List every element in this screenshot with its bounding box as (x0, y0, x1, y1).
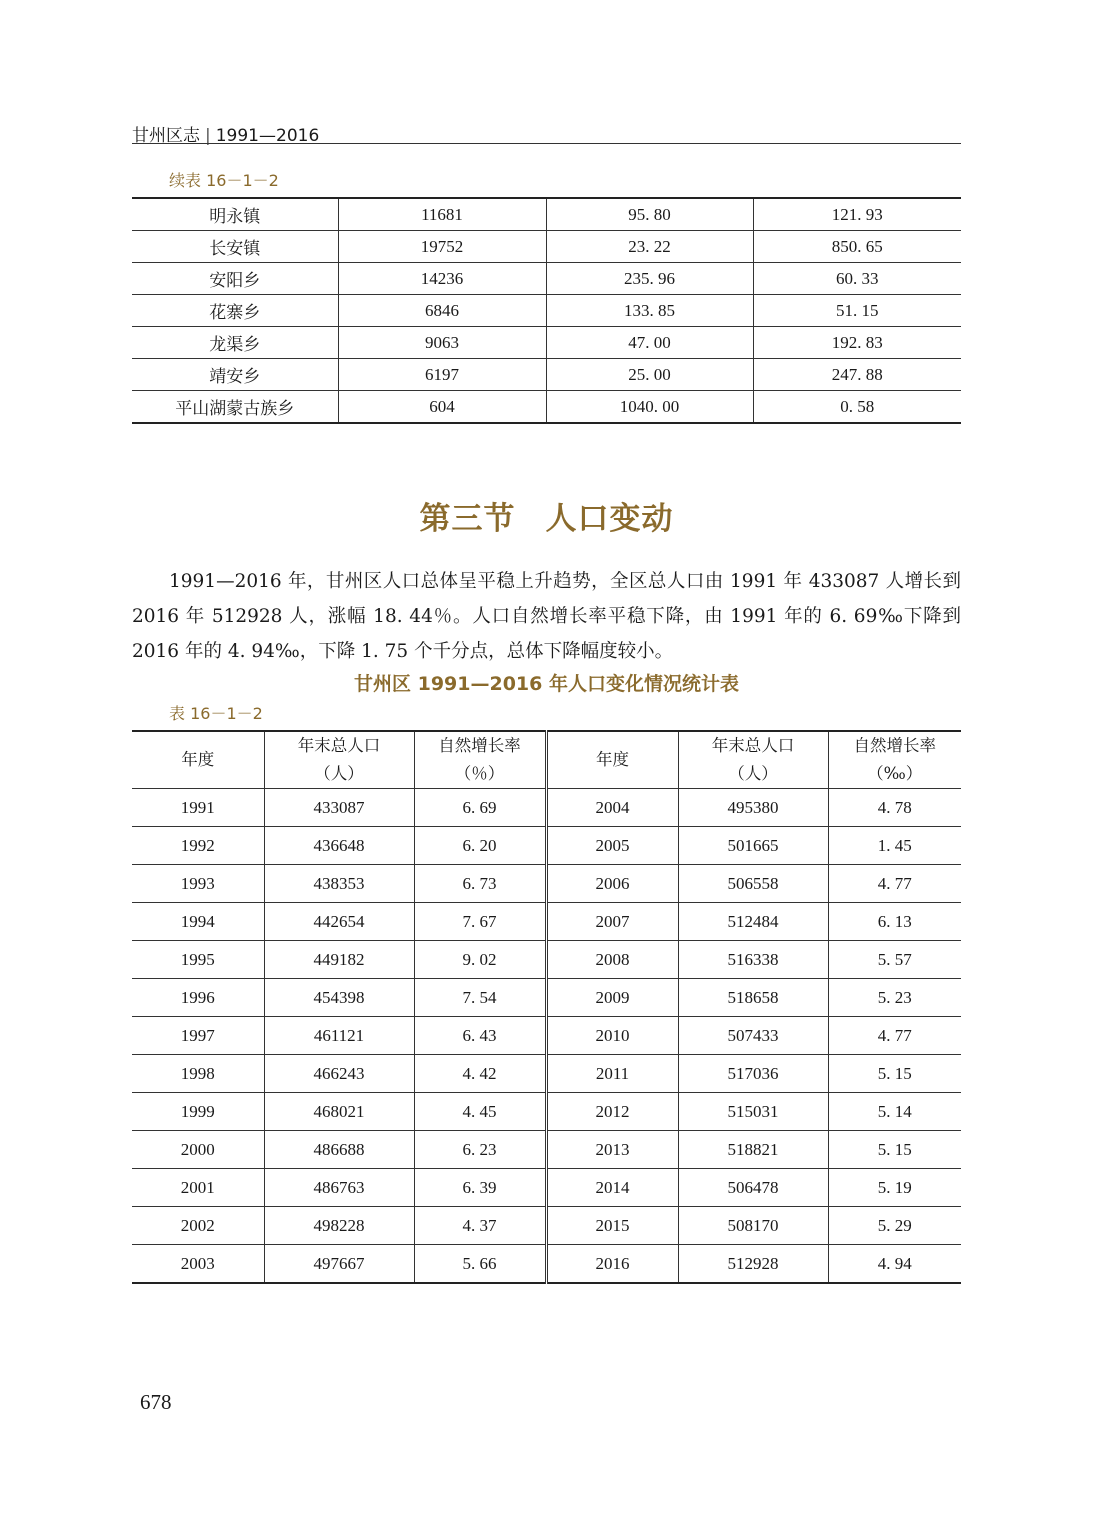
header-rate-label: 自然增长率 (438, 736, 521, 755)
table1-caption: 续表 16－1－2 (169, 171, 279, 190)
table-cell: 508170 (678, 1207, 828, 1245)
section-heading (0, 493, 1093, 538)
table-cell: 506558 (678, 865, 828, 903)
population-table-body (132, 789, 961, 1284)
table-cell: 438353 (264, 865, 414, 903)
table-cell: 2013 (546, 1131, 678, 1169)
header-pop-label: 年末总人口 (711, 736, 795, 755)
table-cell: 192. 83 (753, 327, 961, 359)
table-cell: 6. 73 (414, 865, 546, 903)
book-title: 甘州区志 (132, 126, 200, 146)
table-cell: 1993 (132, 865, 264, 903)
table-cell: 2014 (546, 1169, 678, 1207)
table-cell: 449182 (264, 941, 414, 979)
table-cell: 1996 (132, 979, 264, 1017)
header-rate-unit: （％） (454, 764, 505, 783)
table2-title: 甘州区 1991—2016 年人口变化情况统计表 (354, 673, 739, 695)
header-rate-right (828, 731, 961, 789)
table-cell: 长安镇 (132, 231, 338, 263)
running-head-separator: | (205, 126, 211, 146)
table-cell: 4. 94 (828, 1245, 961, 1284)
table-cell: 靖安乡 (132, 359, 338, 391)
table-row (132, 941, 961, 979)
table-cell: 518658 (678, 979, 828, 1017)
header-pop-unit: （人） (728, 764, 778, 783)
table-cell: 1998 (132, 1055, 264, 1093)
table-cell: 5. 15 (828, 1131, 961, 1169)
table-row (132, 1207, 961, 1245)
table-cell: 5. 66 (414, 1245, 546, 1284)
table-cell: 516338 (678, 941, 828, 979)
table-cell: 512484 (678, 903, 828, 941)
table-cell: 2001 (132, 1169, 264, 1207)
table-cell: 2008 (546, 941, 678, 979)
table-cell: 2004 (546, 789, 678, 827)
section-title: 人口变动 (545, 501, 674, 537)
table-cell: 2003 (132, 1245, 264, 1284)
header-year-right: 年度 (546, 731, 678, 789)
table-cell: 0. 58 (753, 391, 961, 424)
table-cell: 4. 78 (828, 789, 961, 827)
table-cell: 9. 02 (414, 941, 546, 979)
table-cell: 4. 77 (828, 865, 961, 903)
table-cell: 5. 14 (828, 1093, 961, 1131)
table-cell: 497667 (264, 1245, 414, 1284)
table-cell: 1991 (132, 789, 264, 827)
table-cell: 2009 (546, 979, 678, 1017)
table-cell: 6197 (338, 359, 546, 391)
table-cell: 6. 13 (828, 903, 961, 941)
table-cell: 4. 77 (828, 1017, 961, 1055)
page-number: 678 (140, 1390, 172, 1414)
table-row (132, 391, 961, 424)
table-cell: 5. 29 (828, 1207, 961, 1245)
table-cell: 14236 (338, 263, 546, 295)
table-cell: 6846 (338, 295, 546, 327)
header-rate-left (414, 731, 546, 789)
table-cell: 花寨乡 (132, 295, 338, 327)
table2-caption: 表 16－1－2 (169, 704, 263, 723)
table-cell: 5. 23 (828, 979, 961, 1017)
header-pop-right (678, 731, 828, 789)
table-row (132, 327, 961, 359)
table-cell: 466243 (264, 1055, 414, 1093)
table-cell: 442654 (264, 903, 414, 941)
header-pop-left (264, 731, 414, 789)
table-cell: 平山湖蒙古族乡 (132, 391, 338, 424)
table-cell: 4. 45 (414, 1093, 546, 1131)
table-cell: 454398 (264, 979, 414, 1017)
table-cell: 518821 (678, 1131, 828, 1169)
table-cell: 6. 23 (414, 1131, 546, 1169)
table-row (132, 1017, 961, 1055)
table-cell: 明永镇 (132, 198, 338, 231)
table-cell: 2007 (546, 903, 678, 941)
table-cell: 2005 (546, 827, 678, 865)
table-cell: 23. 22 (546, 231, 753, 263)
table-row (132, 1245, 961, 1284)
table-cell: 850. 65 (753, 231, 961, 263)
table-cell: 5. 15 (828, 1055, 961, 1093)
table-row (132, 295, 961, 327)
table-cell: 121. 93 (753, 198, 961, 231)
table-cell: 235. 96 (546, 263, 753, 295)
table-cell: 5. 57 (828, 941, 961, 979)
table-cell: 433087 (264, 789, 414, 827)
paragraph-text: 1991—2016 年，甘州区人口总体呈平稳上升趋势，全区总人口由 1991 年 433087 人增长到 2016 年 512928 人，涨幅 18. 44％。人口自然增长率平稳下降，由 1991 年的 6. 69‰下降到 2016 年的 4. 94‰，下降 1. 75 个千分点，总体下降幅度较小。 (132, 571, 961, 662)
table-row (132, 263, 961, 295)
table-cell: 2015 (546, 1207, 678, 1245)
table-cell: 486763 (264, 1169, 414, 1207)
table-row (132, 979, 961, 1017)
table-cell: 19752 (338, 231, 546, 263)
table-cell: 501665 (678, 827, 828, 865)
table-cell: 95. 80 (546, 198, 753, 231)
header-year-left: 年度 (132, 731, 264, 789)
header-rule (132, 143, 961, 144)
table-cell: 512928 (678, 1245, 828, 1284)
table-cell: 2006 (546, 865, 678, 903)
table-cell: 6. 43 (414, 1017, 546, 1055)
table-cell: 495380 (678, 789, 828, 827)
table-cell: 2016 (546, 1245, 678, 1284)
table-cell: 4. 37 (414, 1207, 546, 1245)
table-cell: 安阳乡 (132, 263, 338, 295)
table-row (132, 1093, 961, 1131)
table-cell: 1999 (132, 1093, 264, 1131)
township-table (132, 197, 961, 424)
table-cell: 506478 (678, 1169, 828, 1207)
table-row (132, 1055, 961, 1093)
table-cell: 2002 (132, 1207, 264, 1245)
table-cell: 2012 (546, 1093, 678, 1131)
header-pop-label: 年末总人口 (297, 736, 381, 755)
table-cell: 1994 (132, 903, 264, 941)
table-cell: 60. 33 (753, 263, 961, 295)
table-cell: 7. 54 (414, 979, 546, 1017)
table-cell: 5. 19 (828, 1169, 961, 1207)
table-cell: 47. 00 (546, 327, 753, 359)
header-rate-unit: （‰） (867, 764, 923, 783)
table-cell: 11681 (338, 198, 546, 231)
table-cell: 507433 (678, 1017, 828, 1055)
population-table (132, 730, 961, 1284)
table-cell: 1. 45 (828, 827, 961, 865)
table-cell: 2010 (546, 1017, 678, 1055)
table-cell: 468021 (264, 1093, 414, 1131)
header-pop-unit: （人） (314, 764, 364, 783)
table-cell: 6. 20 (414, 827, 546, 865)
table-cell: 7. 67 (414, 903, 546, 941)
table-row (132, 789, 961, 827)
table-cell: 515031 (678, 1093, 828, 1131)
table-cell: 461121 (264, 1017, 414, 1055)
body-paragraph (132, 564, 961, 669)
table-cell: 498228 (264, 1207, 414, 1245)
table-row (132, 1169, 961, 1207)
table-cell: 龙渠乡 (132, 327, 338, 359)
table-cell: 1992 (132, 827, 264, 865)
table-row (132, 827, 961, 865)
table-cell: 1040. 00 (546, 391, 753, 424)
table-row (132, 903, 961, 941)
table-cell: 604 (338, 391, 546, 424)
table-cell: 51. 15 (753, 295, 961, 327)
table-cell: 6. 69 (414, 789, 546, 827)
table-cell: 9063 (338, 327, 546, 359)
table-cell: 1995 (132, 941, 264, 979)
table-cell: 25. 00 (546, 359, 753, 391)
table-cell: 436648 (264, 827, 414, 865)
table-cell: 6. 39 (414, 1169, 546, 1207)
table-row (132, 359, 961, 391)
table-cell: 2011 (546, 1055, 678, 1093)
table-cell: 1997 (132, 1017, 264, 1055)
table-cell: 133. 85 (546, 295, 753, 327)
section-number: 第三节 (419, 501, 516, 537)
table-row (132, 1131, 961, 1169)
table-cell: 486688 (264, 1131, 414, 1169)
township-table-body (132, 198, 961, 423)
book-years: 1991—2016 (215, 126, 320, 146)
header-rate-label: 自然增长率 (853, 736, 936, 755)
table-cell: 2000 (132, 1131, 264, 1169)
table-cell: 247. 88 (753, 359, 961, 391)
table-cell: 4. 42 (414, 1055, 546, 1093)
table-cell: 517036 (678, 1055, 828, 1093)
population-table-header (132, 731, 961, 789)
table-row (132, 865, 961, 903)
table-row (132, 198, 961, 231)
table-row (132, 231, 961, 263)
